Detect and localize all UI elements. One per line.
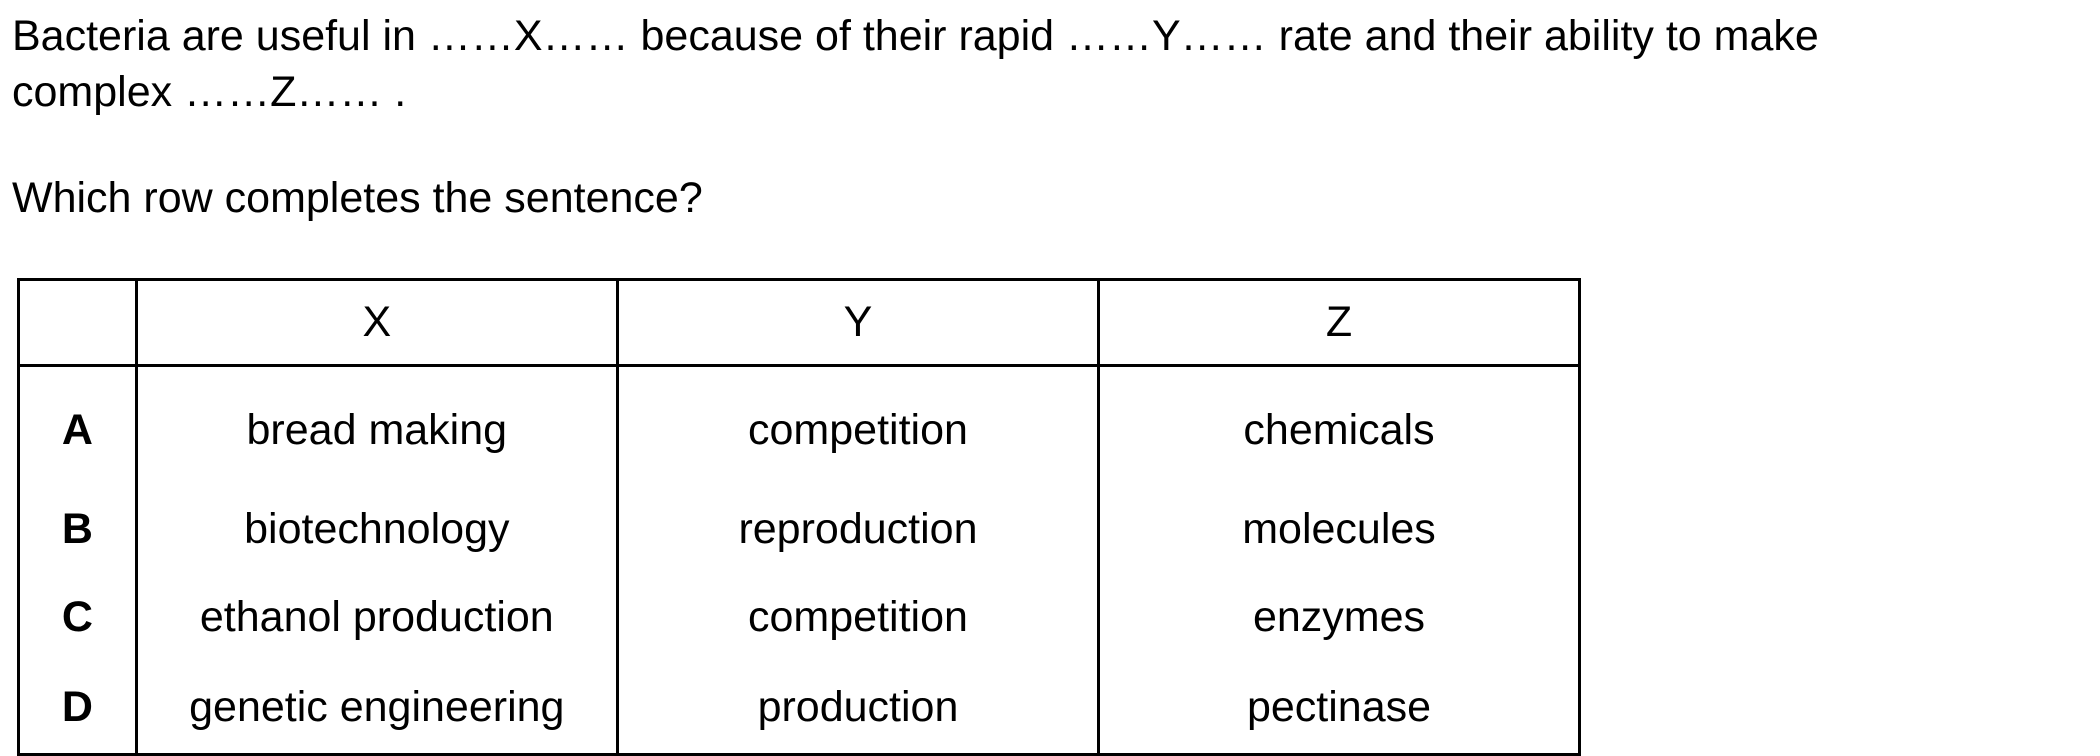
option-x: biotechnology <box>136 485 617 573</box>
option-z: chemicals <box>1099 366 1580 486</box>
table-row-c <box>19 573 1580 661</box>
header-z: Z <box>1099 280 1580 366</box>
stem-line-1: Bacteria are useful in ……X…… because of their rapid ……Y…… rate and their ability to make <box>12 12 1819 60</box>
option-z: pectinase <box>1099 661 1580 755</box>
table-row-a <box>19 366 1580 486</box>
option-y: production <box>617 661 1098 755</box>
question-prompt: Which row completes the sentence? <box>12 174 703 222</box>
option-y: reproduction <box>617 485 1098 573</box>
option-x: genetic engineering <box>136 661 617 755</box>
header-y: Y <box>617 280 1098 366</box>
options-table <box>17 278 1581 756</box>
option-z: molecules <box>1099 485 1580 573</box>
option-x: bread making <box>136 366 617 486</box>
option-y: competition <box>617 573 1098 661</box>
table-row-b <box>19 485 1580 573</box>
option-letter: D <box>61 682 93 731</box>
header-blank <box>19 280 137 366</box>
option-letter: A <box>61 405 93 454</box>
option-letter: C <box>61 592 93 641</box>
option-x: ethanol production <box>136 573 617 661</box>
option-y: competition <box>617 366 1098 486</box>
header-row <box>19 280 1580 366</box>
option-letter: B <box>61 504 93 553</box>
header-x: X <box>136 280 617 366</box>
table-row-d <box>19 661 1580 755</box>
stem-line-2: complex ……Z…… . <box>12 68 407 116</box>
option-z: enzymes <box>1099 573 1580 661</box>
question-stem <box>12 8 2072 120</box>
